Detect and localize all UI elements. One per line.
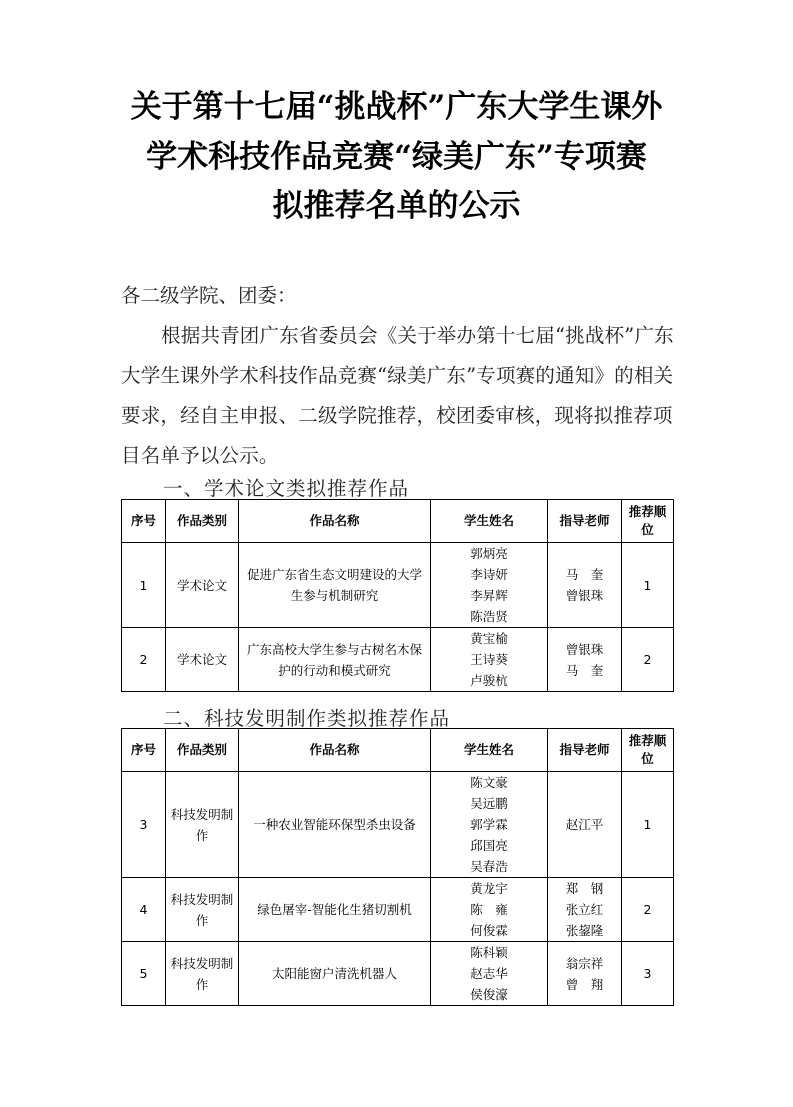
student-name: 卢骏杭: [470, 673, 508, 688]
table-row: [122, 942, 674, 1006]
student-name: 王诗葵: [470, 652, 508, 667]
row-students: [431, 543, 548, 628]
body-text: 根据共青团广东省委员会《关于举办第十七届“挑战杯”广东大学生课外学术科技作品竞赛“绿美广东”专项赛的通知》的相关要求，经自主申报、二级学院推荐，校团委审核，现将拟推荐项目名单予以公示。: [121, 324, 674, 467]
table-row: [122, 878, 674, 942]
body-paragraph: [121, 316, 676, 476]
table-row: [122, 628, 674, 692]
row-advisors: [548, 772, 622, 878]
section-2-heading: 二、科技发明制作类拟推荐作品: [163, 707, 451, 730]
advisor-name: 郑 钢: [565, 881, 604, 896]
header-students: 学生姓名: [431, 729, 548, 772]
document-title-line-3: 拟推荐名单的公示: [272, 188, 521, 224]
row-rank: 1: [622, 772, 674, 878]
row-students: [431, 878, 548, 942]
row-no: 5: [122, 942, 166, 1006]
row-rank: 2: [622, 878, 674, 942]
student-name: 黄宝榆: [470, 631, 508, 646]
salutation: 各二级学院、团委：: [121, 284, 297, 307]
header-name: 作品名称: [239, 500, 431, 543]
header-category: 作品类别: [166, 729, 239, 772]
row-students: [431, 942, 548, 1006]
row-no: 3: [122, 772, 166, 878]
row-name: 广东高校大学生参与古树名木保护的行动和模式研究: [239, 628, 431, 692]
student-name: 李诗妍: [470, 567, 508, 582]
row-rank: 1: [622, 543, 674, 628]
document-title-line-2: 学术科技作品竞赛“绿美广东”专项赛: [146, 139, 647, 175]
student-name: 李昇辉: [470, 588, 508, 603]
advisor-name: 曾银珠: [565, 641, 604, 657]
row-advisors: [548, 942, 622, 1006]
row-category: 科技发明制作: [166, 878, 239, 942]
header-no: 序号: [122, 500, 166, 543]
student-name: 赵志华: [470, 966, 508, 981]
row-name: 太阳能窗户清洗机器人: [239, 942, 431, 1006]
table-row: [122, 772, 674, 878]
student-name: 邱国亮: [470, 838, 508, 853]
student-name: 陈科颖: [470, 945, 508, 960]
student-name: 黄龙宇: [470, 881, 508, 896]
header-advisors: 指导老师: [548, 729, 622, 772]
academic-paper-table: [121, 499, 674, 692]
header-category: 作品类别: [166, 500, 239, 543]
header-students: 学生姓名: [431, 500, 548, 543]
student-name: 陈文豪: [470, 775, 508, 790]
student-name: 吴春浩: [470, 859, 508, 874]
header-rank: 推荐顺位: [622, 729, 674, 772]
section-1-heading: 一、学术论文类拟推荐作品: [163, 477, 410, 500]
advisor-name: 张鋆隆: [565, 923, 604, 938]
student-name: 郭学霖: [470, 817, 508, 832]
advisor-name: 张立红: [565, 902, 604, 917]
header-rank: 推荐顺位: [622, 500, 674, 543]
row-advisors: [548, 878, 622, 942]
table-header-row: [122, 500, 674, 543]
row-students: [431, 628, 548, 692]
row-advisors: [548, 628, 622, 692]
row-name: 促进广东省生态文明建设的大学生参与机制研究: [239, 543, 431, 628]
student-name: 郭炳亮: [470, 546, 508, 561]
row-category: 科技发明制作: [166, 772, 239, 878]
header-no: 序号: [122, 729, 166, 772]
advisor-name: 马 奎: [565, 662, 604, 678]
student-name: 侯俊濠: [470, 987, 508, 1002]
advisor-name: 翁宗祥: [565, 955, 604, 971]
table-header-row: [122, 729, 674, 772]
row-no: 2: [122, 628, 166, 692]
row-no: 4: [122, 878, 166, 942]
row-advisors: [548, 543, 622, 628]
row-students: [431, 772, 548, 878]
student-name: 陈浩贤: [470, 609, 508, 624]
document-title-line-1: 关于第十七届“挑战杯”广东大学生课外: [130, 89, 663, 125]
student-name: 陈 雍: [470, 902, 508, 917]
row-category: 科技发明制作: [166, 942, 239, 1006]
table-row: [122, 543, 674, 628]
row-category: 学术论文: [166, 543, 239, 628]
header-name: 作品名称: [239, 729, 431, 772]
row-rank: 2: [622, 628, 674, 692]
advisor-name: 赵江平: [565, 817, 604, 832]
advisor-name: 曾 翔: [565, 976, 604, 992]
advisor-name: 马 奎: [565, 567, 604, 582]
advisor-name: 曾银珠: [565, 588, 604, 603]
header-advisors: 指导老师: [548, 500, 622, 543]
row-name: 一种农业智能环保型杀虫设备: [239, 772, 431, 878]
invention-table: [121, 728, 674, 1006]
row-no: 1: [122, 543, 166, 628]
student-name: 吴远鹏: [470, 796, 508, 811]
student-name: 何俊霖: [470, 923, 508, 938]
row-rank: 3: [622, 942, 674, 1006]
row-category: 学术论文: [166, 628, 239, 692]
row-name: 绿色屠宰-智能化生猪切割机: [239, 878, 431, 942]
